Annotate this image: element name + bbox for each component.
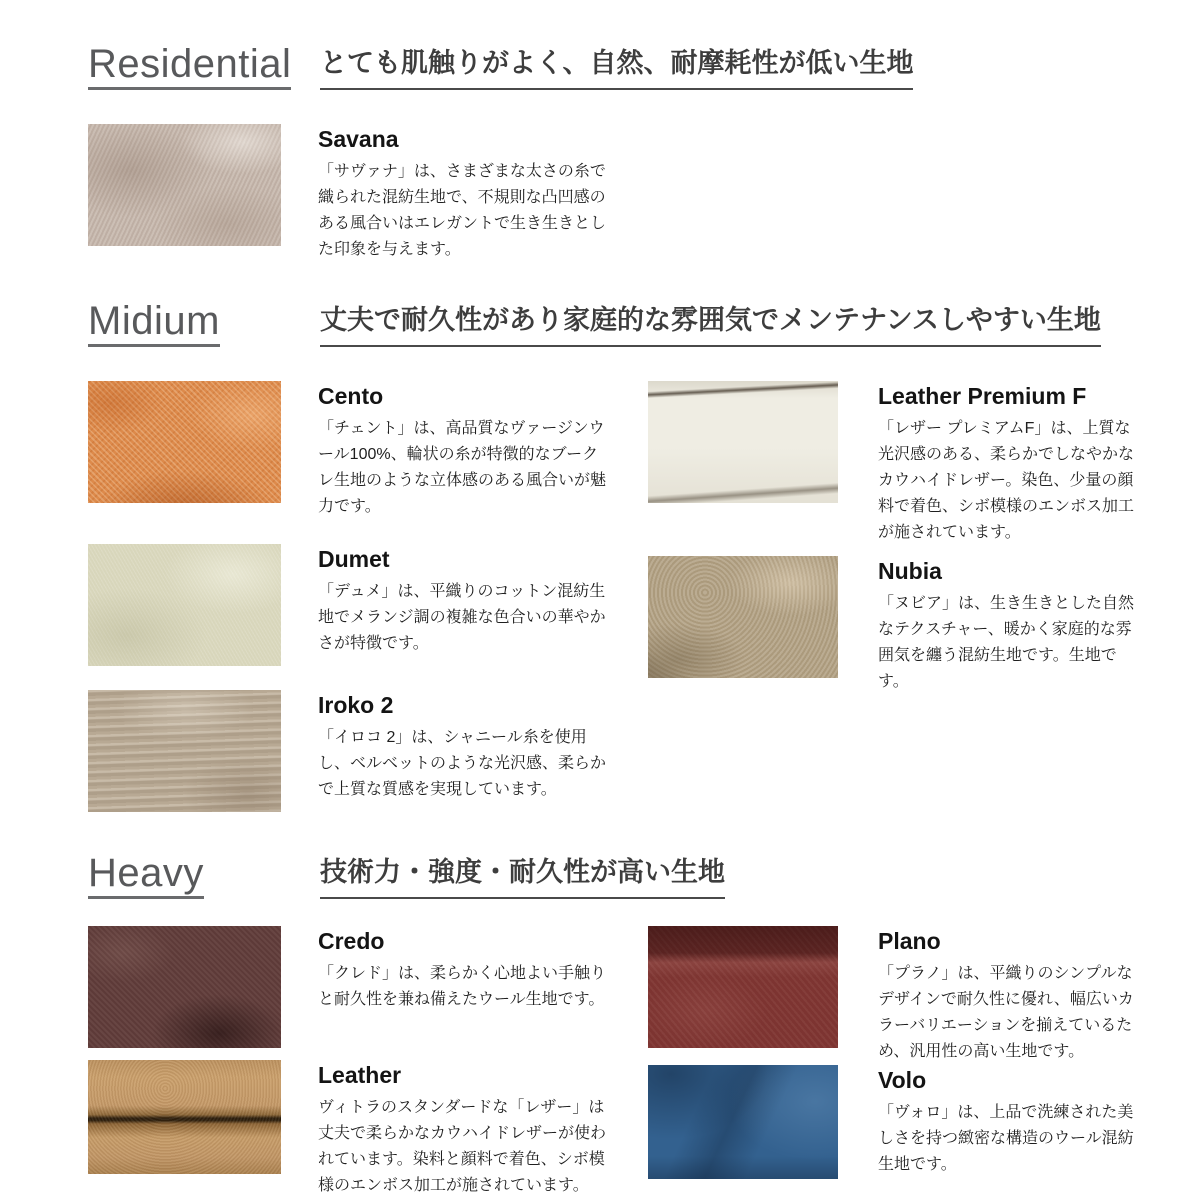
fabric-card-cento xyxy=(88,381,648,520)
fabric-description: 「ヌビア」は、生き生きとした自然なテクスチャー、暖かく家庭的な雰囲気を纏う混紡生地です。生地です。 xyxy=(878,595,1135,690)
fabric-swatch-nubia xyxy=(648,556,838,678)
fabric-name: Iroko 2 xyxy=(318,692,394,718)
section-body-residential xyxy=(88,124,1144,287)
fabric-name: Dumet xyxy=(318,546,390,572)
fabric-text-cento xyxy=(318,381,610,520)
heading-cell xyxy=(88,851,320,899)
fabric-description: ヴィトラのスタンダードな「レザー」は丈夫で柔らかなカウハイドレザーが使われています。染料と顔料で着色、シボ模様のエンボス加工が施されています。 xyxy=(318,1099,607,1194)
fabric-description: 「ヴォロ」は、上品で洗練された美しさを持つ緻密な構造のウール混紡生地です。 xyxy=(878,1104,1134,1173)
fabric-description: 「プラノ」は、平織りのシンプルなデザインで耐久性に優れ、幅広いカラーバリエーションを揃えているため、汎用性の高い生地です。 xyxy=(878,965,1134,1060)
column-right xyxy=(648,124,1144,287)
category-heading-midium: Midium xyxy=(88,299,220,347)
column-right xyxy=(648,381,1144,836)
category-heading-heavy: Heavy xyxy=(88,851,204,899)
fabric-swatch-volo xyxy=(648,1065,838,1179)
section-body-heavy xyxy=(88,926,1144,1200)
fabric-text-iroko-2 xyxy=(318,690,610,812)
fabric-card-dumet xyxy=(88,544,648,666)
column-left xyxy=(88,381,648,836)
section-body-midium xyxy=(88,381,1144,836)
fabric-card-volo xyxy=(648,1065,1144,1179)
fabric-description: 「チェント」は、高品質なヴァージンウール100%、輪状の糸が特徴的なブークレ生地のような立体感のある風合いが魅力です。 xyxy=(318,420,607,515)
fabric-text-dumet xyxy=(318,544,610,666)
section-header-heavy xyxy=(88,851,1144,899)
fabric-name: Cento xyxy=(318,383,384,409)
fabric-name: Nubia xyxy=(878,558,942,584)
fabric-card-nubia xyxy=(648,556,1144,695)
fabric-swatch-leather xyxy=(88,1060,281,1174)
section-midium xyxy=(88,299,1144,836)
fabric-name: Leather Premium F xyxy=(878,383,1087,409)
fabric-card-leather xyxy=(88,1060,648,1199)
fabric-swatch-dumet xyxy=(88,544,281,666)
fabric-name: Credo xyxy=(318,928,385,954)
fabric-text-nubia xyxy=(878,556,1140,695)
category-subtitle-residential: とても肌触りがよく、自然、耐摩耗性が低い生地 xyxy=(320,45,913,90)
fabric-description: 「レザー プレミアムF」は、上質な光沢感のある、柔らかでしなやかなカウハイドレザー。染色、少量の顔料で着色、シボ模様のエンボス加工が施されています。 xyxy=(878,420,1135,541)
fabric-name: Volo xyxy=(878,1067,927,1093)
section-header-midium xyxy=(88,299,1144,347)
category-subtitle-heavy: 技術力・強度・耐久性が高い生地 xyxy=(320,854,725,899)
fabric-text-credo xyxy=(318,926,610,1048)
fabric-swatch-savana xyxy=(88,124,281,246)
fabric-name: Plano xyxy=(878,928,941,954)
fabric-description: 「イロコ 2」は、シャニール糸を使用し、ベルベットのような光沢感、柔らかで上質な質感を実現しています。 xyxy=(318,729,607,798)
section-heavy xyxy=(88,851,1144,1200)
column-left xyxy=(88,124,648,287)
fabric-text-plano xyxy=(878,926,1140,1065)
fabric-description: 「デュメ」は、平織りのコットン混紡生地でメランジ調の複雑な色合いの華やかさが特徴です。 xyxy=(318,583,606,652)
column-right xyxy=(648,926,1144,1200)
fabric-name: Savana xyxy=(318,126,399,152)
heading-cell xyxy=(88,299,320,347)
fabric-swatch-cento xyxy=(88,381,281,503)
fabric-text-leather-premium-f xyxy=(878,381,1140,546)
section-header-residential xyxy=(88,42,1144,90)
fabric-text-volo xyxy=(878,1065,1140,1179)
fabric-card-credo xyxy=(88,926,648,1048)
fabric-text-leather xyxy=(318,1060,610,1199)
column-left xyxy=(88,926,648,1200)
fabric-swatch-plano xyxy=(648,926,838,1048)
fabric-description: 「クレド」は、柔らかく心地よい手触りと耐久性を兼ね備えたウール生地です。 xyxy=(318,965,607,1008)
section-residential xyxy=(88,42,1144,287)
fabric-description: 「サヴァナ」は、さまざまな太さの糸で織られた混紡生地で、不規則な凸凹感のある風合いはエレガントで生き生きとした印象を与えます。 xyxy=(318,163,607,258)
category-subtitle-midium: 丈夫で耐久性があり家庭的な雰囲気でメンテナンスしやすい生地 xyxy=(320,302,1101,347)
heading-cell xyxy=(88,42,320,90)
fabric-card-savana xyxy=(88,124,648,263)
fabric-card-leather-premium-f xyxy=(648,381,1144,546)
fabric-card-iroko-2 xyxy=(88,690,648,812)
fabric-swatch-credo xyxy=(88,926,281,1048)
fabric-card-plano xyxy=(648,926,1144,1065)
category-heading-residential: Residential xyxy=(88,42,291,90)
fabric-swatch-iroko-2 xyxy=(88,690,281,812)
fabric-text-savana xyxy=(318,124,610,263)
fabric-swatch-leather-premium-f xyxy=(648,381,838,503)
fabric-name: Leather xyxy=(318,1062,402,1088)
